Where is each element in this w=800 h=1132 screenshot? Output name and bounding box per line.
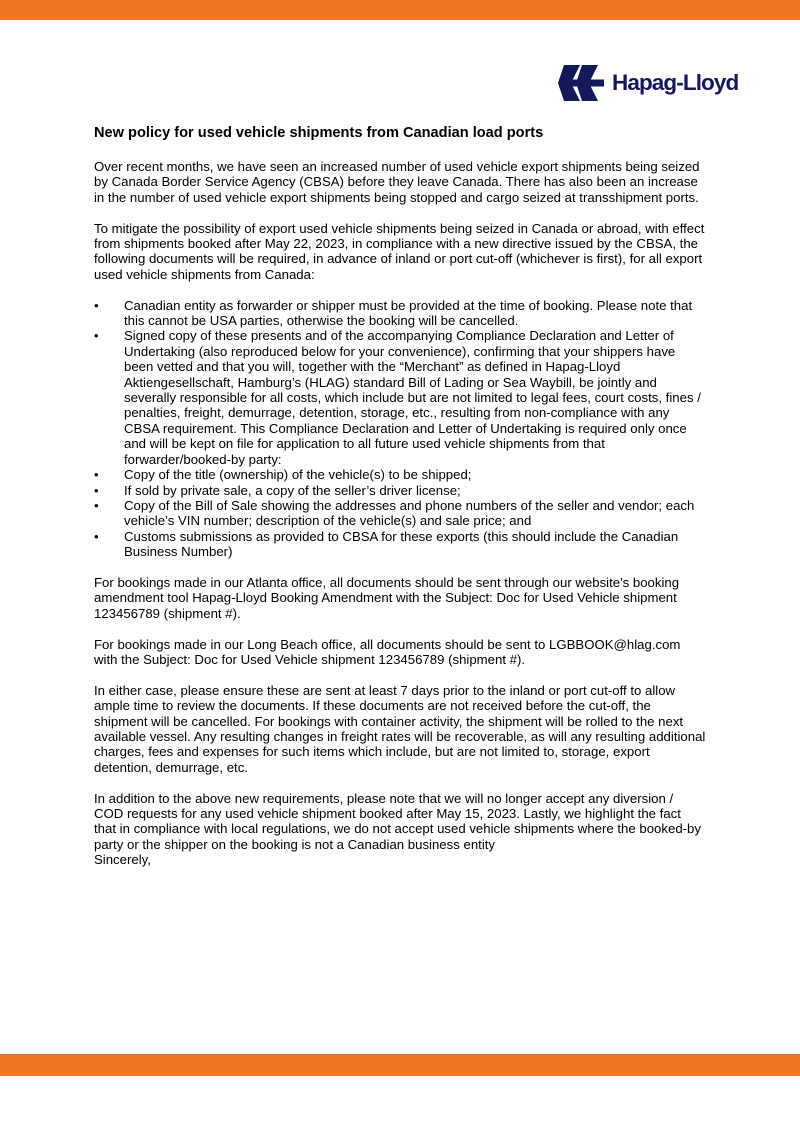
bullet-icon: • bbox=[94, 482, 99, 498]
bullet-icon: • bbox=[94, 528, 99, 544]
bullet-icon: • bbox=[94, 497, 99, 513]
requirement-text: Signed copy of these presents and of the accompanying Compliance Declaration and Letter of Undertaking (also reproduced below for your convenience), confirming that your shippers have been vetted and that you will, together with the “Merchant” as defined in Hapag-Lloyd Aktiengesellschaft, Hamburg’s (HLAG) standard Bill of Lading or Sea Waybill, be jointly and severally responsible for all costs, which include but are not limited to legal fees, court costs, fines / penalties, freight, demurrage, detention, storage, etc., resulting from non-compliance with any CBSA requirement. This Compliance Declaration and Letter of Undertaking is required only once and will be kept on file for application to all future used vehicle shipments from that forwarder/booked-by party: bbox=[124, 328, 701, 467]
requirement-text: Customs submissions as provided to CBSA for these exports (this should include the Canadian Business Number) bbox=[124, 528, 679, 560]
bullet-icon: • bbox=[94, 467, 99, 483]
hapag-lloyd-logo-icon bbox=[558, 65, 604, 101]
requirements-list bbox=[94, 298, 706, 560]
requirement-text: If sold by private sale, a copy of the seller’s driver license; bbox=[124, 482, 461, 498]
long-beach-office-paragraph: For bookings made in our Long Beach office, all documents should be sent to LGBBOOK@hlag.com with the Subject: Doc for Used Vehicle shipment 123456789 (shipment #). bbox=[94, 636, 681, 667]
list-item bbox=[94, 529, 706, 560]
bottom-orange-band bbox=[0, 1054, 800, 1076]
intro-paragraph: Over recent months, we have seen an increased number of used vehicle export shipments being seized by Canada Border Service Agency (CBSA) before they leave Canada. There has also been an increase in the number of used vehicle export shipments being stopped and cargo seized at transshipment ports. bbox=[94, 159, 700, 205]
list-item bbox=[94, 328, 706, 467]
list-item bbox=[94, 467, 706, 482]
document-title: New policy for used vehicle shipments from Canadian load ports bbox=[94, 125, 544, 141]
bullet-icon: • bbox=[94, 297, 99, 313]
top-orange-band bbox=[0, 0, 800, 20]
closing-salutation: Sincerely, bbox=[94, 852, 151, 868]
hapag-lloyd-logo bbox=[558, 64, 738, 102]
list-item bbox=[94, 298, 706, 329]
bullet-icon: • bbox=[94, 328, 99, 344]
atlanta-office-paragraph: For bookings made in our Atlanta office, all documents should be sent through our website's booking amendment tool Hapag-Lloyd Booking Amendment with the Subject: Doc for Used Vehicle shipment 123456789 (shipment #). bbox=[94, 574, 680, 621]
timing-paragraph: In either case, please ensure these are sent at least 7 days prior to the inland or port cut-off to allow ample time to review the documents. If these documents are not received before the cut-off, the shipment will be cancelled. For bookings with container activity, the shipment will be rolled to the next available vessel. Any resulting changes in freight rates will be recoverable, as will any resulting additional charges, fees and expenses for such items which include, but are not limited to, storage, export detention, demurrage, etc. bbox=[94, 682, 706, 775]
list-item bbox=[94, 483, 706, 498]
mitigation-paragraph: To mitigate the possibility of export used vehicle shipments being seized in Canada or abroad, with effect from shipments booked after May 22, 2023, in compliance with a new directive issued by the CBSA, the following documents will be required, in advance of inland or port cut-off (whichever is first), for all export used vehicle shipments from Canada: bbox=[94, 220, 705, 282]
requirement-text: Copy of the Bill of Sale showing the addresses and phone numbers of the seller and vendor; each vehicle’s VIN number; description of the vehicle(s) and sale price; and bbox=[124, 497, 695, 529]
letter-body bbox=[94, 124, 706, 868]
list-item bbox=[94, 498, 706, 529]
additional-requirements-paragraph: In addition to the above new requirements, please note that we will no longer accept any diversion / COD requests for any used vehicle shipment booked after May 15, 2023. Lastly, we highlight the fact that in compliance with local regulations, we do not accept used vehicle shipments where the booked-by party or the shipper on the booking is not a Canadian business entity bbox=[94, 790, 701, 852]
requirement-text: Copy of the title (ownership) of the vehicle(s) to be shipped; bbox=[124, 467, 472, 483]
requirement-text: Canadian entity as forwarder or shipper must be provided at the time of booking. Please note that this cannot be USA parties, otherwise the booking will be cancelled. bbox=[124, 297, 693, 329]
logo-wordmark: Hapag-Lloyd bbox=[612, 70, 739, 95]
